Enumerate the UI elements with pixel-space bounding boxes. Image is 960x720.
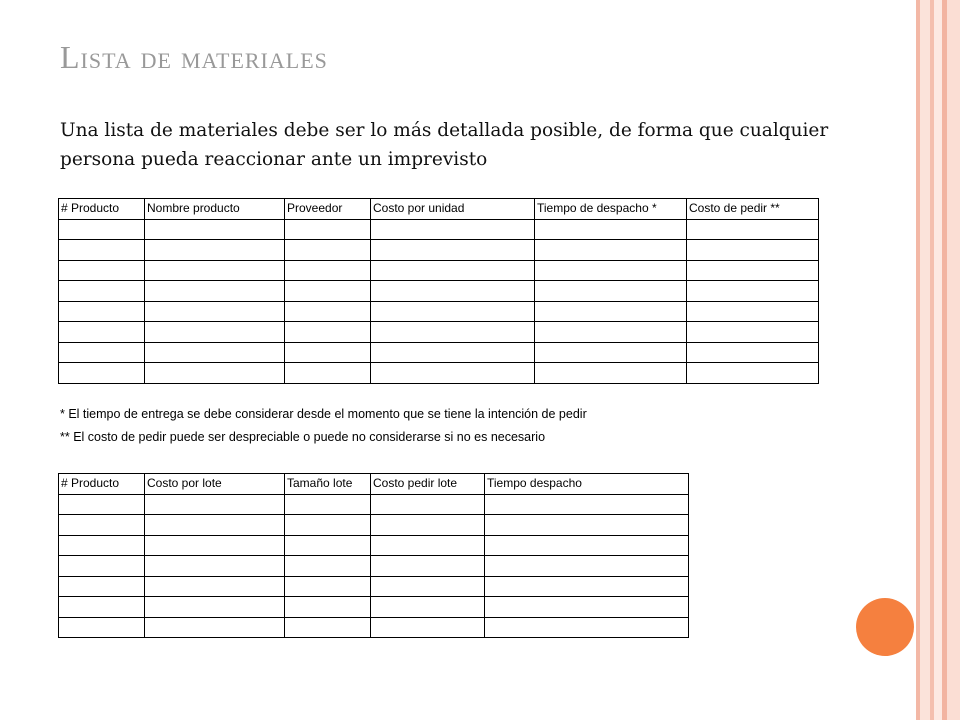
table-cell xyxy=(371,260,535,281)
table-cell xyxy=(371,301,535,322)
table-cell xyxy=(285,219,371,240)
table-cell xyxy=(145,556,285,577)
table-cell xyxy=(145,342,285,363)
table-row xyxy=(59,494,689,515)
table-cell xyxy=(371,281,535,302)
table-cell xyxy=(59,617,145,638)
table-cell xyxy=(687,281,819,302)
table-cell xyxy=(535,260,687,281)
table-cell xyxy=(371,597,485,618)
table-cell xyxy=(145,322,285,343)
decor-stripe xyxy=(934,0,942,720)
table-cell xyxy=(687,342,819,363)
table-row xyxy=(59,535,689,556)
table-cell xyxy=(145,597,285,618)
header-cell: Tamaño lote xyxy=(285,474,371,495)
table-row xyxy=(59,597,689,618)
footnotes xyxy=(60,403,587,449)
table-cell xyxy=(285,556,371,577)
materials-table xyxy=(58,198,819,384)
table-cell xyxy=(371,363,535,384)
table-cell xyxy=(687,219,819,240)
table-cell xyxy=(145,617,285,638)
table-cell xyxy=(59,556,145,577)
header-cell: Costo por unidad xyxy=(371,199,535,220)
table-cell xyxy=(285,322,371,343)
table-cell xyxy=(535,342,687,363)
table-cell xyxy=(59,576,145,597)
table-row xyxy=(59,301,819,322)
table-header-row xyxy=(59,199,819,220)
footnote-2: ** El costo de pedir puede ser despreciable o puede no considerarse si no es necesario xyxy=(60,430,546,444)
table-cell xyxy=(535,363,687,384)
table-cell xyxy=(485,597,689,618)
table-cell xyxy=(535,240,687,261)
table-cell xyxy=(485,576,689,597)
decor-circle xyxy=(856,598,914,656)
table-cell xyxy=(371,219,535,240)
table-cell xyxy=(485,617,689,638)
table-cell xyxy=(285,342,371,363)
footnote-1: * El tiempo de entrega se debe considerar desde el momento que se tiene la intención de pedir xyxy=(60,407,587,421)
table-cell xyxy=(371,617,485,638)
table-cell xyxy=(285,260,371,281)
table-cell xyxy=(371,576,485,597)
table-cell xyxy=(371,322,535,343)
table-cell xyxy=(285,301,371,322)
table-cell xyxy=(535,219,687,240)
table-cell xyxy=(687,363,819,384)
table-cell xyxy=(59,281,145,302)
header-cell: # Producto xyxy=(59,474,145,495)
table-row xyxy=(59,219,819,240)
header-cell: Tiempo de despacho * xyxy=(535,199,687,220)
header-cell: Costo de pedir ** xyxy=(687,199,819,220)
table-row xyxy=(59,260,819,281)
table-cell xyxy=(59,342,145,363)
table-row xyxy=(59,617,689,638)
table-cell xyxy=(485,515,689,536)
header-cell: Costo por lote xyxy=(145,474,285,495)
table-cell xyxy=(285,363,371,384)
table-row xyxy=(59,556,689,577)
table-cell xyxy=(59,515,145,536)
header-cell: Tiempo despacho xyxy=(485,474,689,495)
table-cell xyxy=(59,240,145,261)
table-cell xyxy=(285,576,371,597)
table-cell xyxy=(59,219,145,240)
table-cell xyxy=(687,322,819,343)
table-cell xyxy=(687,301,819,322)
table-cell xyxy=(535,281,687,302)
table-row xyxy=(59,240,819,261)
table-cell xyxy=(285,617,371,638)
table-cell xyxy=(285,494,371,515)
table-cell xyxy=(145,363,285,384)
header-cell: Proveedor xyxy=(285,199,371,220)
table-cell xyxy=(485,535,689,556)
lot-table xyxy=(58,473,689,638)
table-cell xyxy=(145,494,285,515)
table-cell xyxy=(285,240,371,261)
table-cell xyxy=(59,535,145,556)
table-cell xyxy=(687,260,819,281)
table-cell xyxy=(59,260,145,281)
table-cell xyxy=(145,219,285,240)
table-cell xyxy=(145,240,285,261)
table-cell xyxy=(59,301,145,322)
table-cell xyxy=(145,281,285,302)
table-header-row xyxy=(59,474,689,495)
table-cell xyxy=(59,322,145,343)
table-cell xyxy=(59,494,145,515)
table-cell xyxy=(485,494,689,515)
table-row xyxy=(59,281,819,302)
table-cell xyxy=(59,363,145,384)
table-cell xyxy=(687,240,819,261)
table-row xyxy=(59,576,689,597)
table-cell xyxy=(371,240,535,261)
decor-stripe xyxy=(920,0,930,720)
table-cell xyxy=(285,535,371,556)
table-cell xyxy=(59,597,145,618)
table-cell xyxy=(145,535,285,556)
table-row xyxy=(59,342,819,363)
intro-paragraph: Una lista de materiales debe ser lo más detallada posible, de forma que cualquier persona pueda reaccionar ante un imprevisto xyxy=(60,120,829,170)
table-cell xyxy=(535,301,687,322)
header-cell: Costo pedir lote xyxy=(371,474,485,495)
table-cell xyxy=(485,556,689,577)
table-cell xyxy=(371,494,485,515)
table-cell xyxy=(371,342,535,363)
table-cell xyxy=(285,281,371,302)
table-cell xyxy=(145,576,285,597)
slide-title: Lista de materiales xyxy=(60,39,328,75)
table-cell xyxy=(145,301,285,322)
table-row xyxy=(59,322,819,343)
table-cell xyxy=(535,322,687,343)
table-cell xyxy=(371,556,485,577)
table-cell xyxy=(371,515,485,536)
header-cell: # Producto xyxy=(59,199,145,220)
header-cell: Nombre producto xyxy=(145,199,285,220)
table-row xyxy=(59,515,689,536)
table-cell xyxy=(145,515,285,536)
table-row xyxy=(59,363,819,384)
table-cell xyxy=(371,535,485,556)
table-cell xyxy=(285,597,371,618)
decor-stripe xyxy=(947,0,960,720)
table-cell xyxy=(145,260,285,281)
table-cell xyxy=(285,515,371,536)
